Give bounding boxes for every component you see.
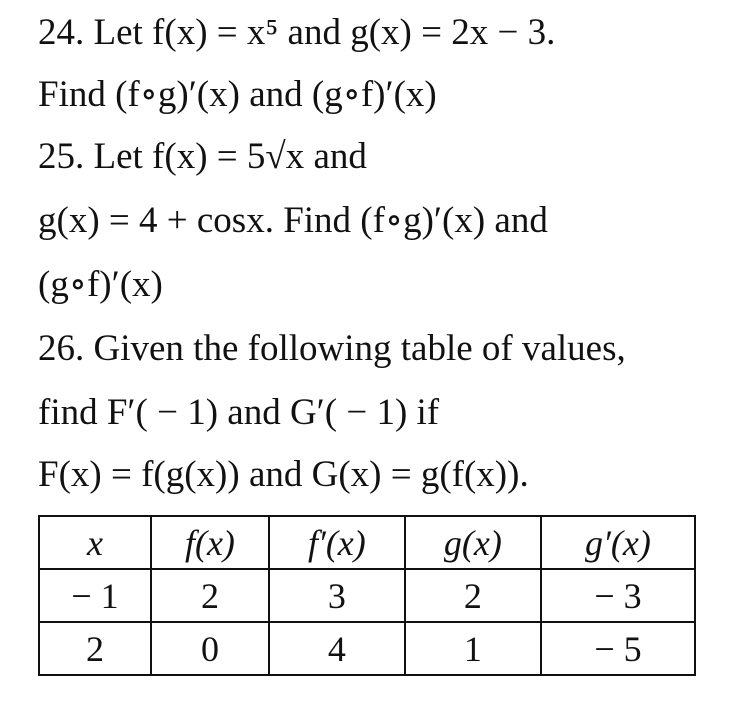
problem-26-definition: F(x) = f(g(x)) and G(x) = g(f(x)). [38, 454, 529, 495]
problem-25-line-2 [38, 202, 548, 239]
problem-25-question: (g∘f)′(x) [38, 264, 163, 305]
problem-26-question: find F′( − 1) and G′( − 1) if [38, 392, 440, 433]
problem-25-line-1 [38, 138, 367, 175]
table-header-cell: x [39, 516, 151, 569]
problem-26-text: 26. Given the following table of values, [38, 328, 626, 369]
problem-25-definition: g(x) = 4 + cosx. Find (f∘g)′(x) and [38, 200, 548, 241]
table-cell: 0 [151, 622, 269, 675]
table-cell: 4 [269, 622, 405, 675]
table-cell: 2 [405, 569, 541, 622]
problem-24-line-2 [38, 76, 437, 113]
problem-26-line-3 [38, 456, 529, 493]
table-header-cell: g′(x) [541, 516, 695, 569]
problem-25-line-3 [38, 266, 163, 303]
table-cell: − 5 [541, 622, 695, 675]
table-row [39, 622, 695, 675]
problem-24-line-1 [38, 14, 555, 51]
problem-26-line-2 [38, 394, 439, 431]
table-cell: − 1 [39, 569, 151, 622]
table-row [39, 569, 695, 622]
table-cell: 1 [405, 622, 541, 675]
table-cell: 2 [151, 569, 269, 622]
table-cell: 2 [39, 622, 151, 675]
table-header-cell: f′(x) [269, 516, 405, 569]
table-header-cell: f(x) [151, 516, 269, 569]
table-cell: − 3 [541, 569, 695, 622]
problem-26-line-1 [38, 330, 626, 367]
values-table [38, 515, 696, 676]
table-header-row [39, 516, 695, 569]
problem-24-text: 24. Let f(x) = x⁵ and g(x) = 2x − 3. [38, 12, 556, 53]
table-header-cell: g(x) [405, 516, 541, 569]
table-cell: 3 [269, 569, 405, 622]
problem-25-text: 25. Let f(x) = 5√x and [38, 136, 367, 177]
problem-24-question: Find (f∘g)′(x) and (g∘f)′(x) [38, 74, 437, 115]
